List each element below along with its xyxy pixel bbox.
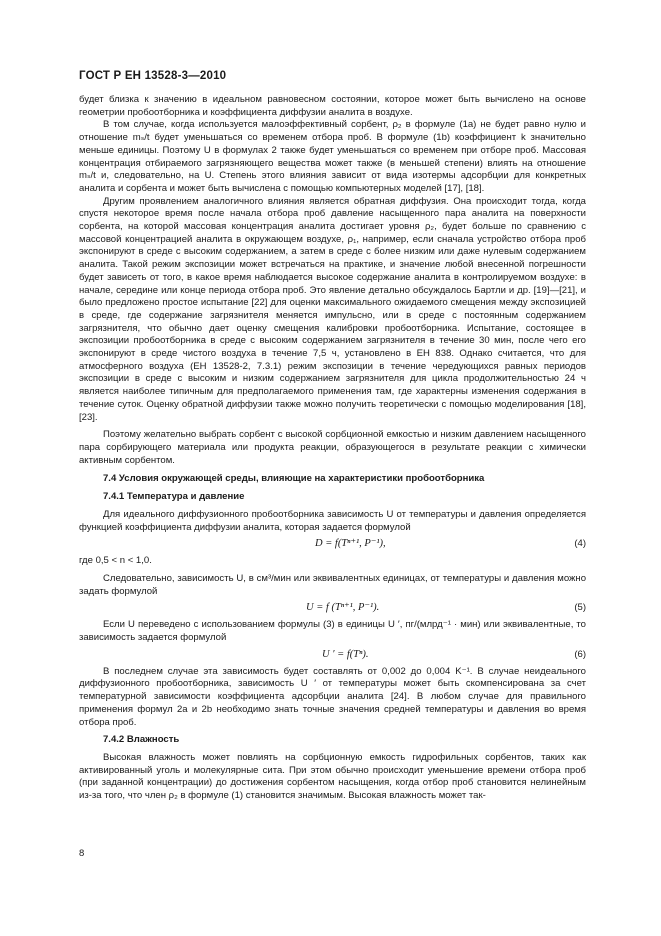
section-heading-7-4-2: 7.4.2 Влажность xyxy=(103,734,180,746)
paragraph-back-diffusion: Другим проявлением аналогичного влияния является обратная диффузия. Она происходит тогда, когда спустя некоторое время после начала отбора проб давление насыщенного пара аналита на поверхности сорбента, на которой массовая концентрация аналита достигает уровня ρ₂, будет больше по сравнению с массовой концентрацией аналита в окружающем воздухе, ρ₁, например, если сначала устройство отбора проб экспонируют в среде с высоким содержанием, а затем в среде с более низким или даже нулевым содержанием аналита. Такой режим экспозиции может встречаться на практике, и значение любой внесенной погрешности будет зависеть от того, в какое время наблюдается высокое содержание аналита в контролируемом воздухе: в начале, середине или конце периода отбора проб. Это явление детально обсуждалось Бартли и др. [19]—[21], и было предложено простое испытание [22] для оценки максимального ожидаемого смещения между экспозицией в среде, где содержание загрязнителя меняется импульсно, или в среде с постоянным содержанием загрязнителя, что обычно дает оценку смещения калибровки пробоотборника. Испытание, состоящее в экспозиции пробоотборника в среде с высоким содержанием загрязнителя в течение 30 мин, после чего его экспонируют в среде чистого воздуха в течение 7,5 ч, установлено в ЕН 838. Однако считается, что для атмосферного воздуха (ЕН 13528-2, 7.3.1) режим экспозиции в течение чередующихся равных периодов экспозиции в среде с высоким и низким содержанием загрязнителя для цикла продолжительностью 24 ч является наиболее типичным для предполагаемого применения там, где характерны изменения содержания в течение суток. Оценку обратной диффузии также можно получить теоретически с помощью моделирования [18], [23]. xyxy=(79,195,586,423)
paragraph-ideal-sampler: Для идеального диффузионного пробоотборника зависимость U от температуры и давления определяется функцией коэффициента диффузии аналита, которая задается формулой xyxy=(79,508,586,533)
formula-5 xyxy=(79,602,586,617)
section-heading-7-4-1: 7.4.1 Температура и давление xyxy=(103,491,245,503)
formula-5-expression: U = f (Tⁿ⁺¹, P⁻¹). xyxy=(306,602,380,614)
paragraph-continuation: будет близка к значению в идеальном равновесном состоянии, которое может быть вычислено на основе геометрии пробоотборника и коэффициента диффузии аналита в воздухе. xyxy=(79,94,586,118)
section-heading-7-4: 7.4 Условия окружающей среды, влияющие на характеристики пробоотборника xyxy=(103,473,485,485)
formula-4-number: (4) xyxy=(574,538,586,550)
formula-6 xyxy=(79,649,586,664)
standard-header: ГОСТ Р ЕН 13528-3—2010 xyxy=(79,70,227,82)
paragraph-low-efficiency-sorbent: В том случае, когда используется малоэффективный сорбент, ρ₂ в формуле (1а) не будет равно нулю и отношение mₛ/t будет уменьшаться со временем отбора проб. В формуле (1b) коэффициент k значительно меньше единицы. Поэтому U в формулах 2 также будет уменьшаться со временем при отборе проб. Массовая концентрация отбираемого загрязняющего вещества может также (в меньшей степени) влиять на отношение mₛ/t и, следовательно, на U. Степень этого влияния зависит от вида изотермы адсорбции для конкретных аналита и сорбента и может быть вычислена с помощью компьютерных моделей [17], [18]. xyxy=(79,119,586,194)
paragraph-temperature-coefficient: В последнем случае эта зависимость будет составлять от 0,002 до 0,004 K⁻¹. В случае неидеального диффузионного пробоотборника, зависимость U ′ от температуры может быть скомпенсирована за счет температурной зависимости коэффициента адсорбции аналита [24]. В любом случае для правильного применения формул 2a и 2b необходимо знать точные значения средней температуры и давления во время отбора проб. xyxy=(79,665,586,728)
paragraph-unit-conversion: Если U переведено с использованием формулы (3) в единицы U ′, пг/(млрд⁻¹ · мин) или эквивалентные, то зависимость задается формулой xyxy=(79,619,586,644)
page-number: 8 xyxy=(79,848,85,859)
formula-6-number: (6) xyxy=(574,648,586,660)
formula-4 xyxy=(79,538,586,553)
paragraph-sorbent-choice: Поэтому желательно выбрать сорбент с высокой сорбционной емкостью и низким давлением насыщенного пара сорбирующего материала или продукта реакции, образующегося в результате реакции с химически активным сорбентом. xyxy=(79,429,586,466)
paragraph-dependency-u: Следовательно, зависимость U, в см³/мин или эквивалентных единицах, от температуры и давления можно задать формулой xyxy=(79,572,586,597)
paragraph-humidity: Высокая влажность может повлиять на сорбционную емкость гидрофильных сорбентов, таких как активированный уголь и молекулярные сита. При этом обычно происходит уменьшение времени отбора проб (при заданной концентрации) до достижения сорбентом насыщения, когда отбор проб становится нелинейным из-за того, что член ρ₂ в формуле (1) становится значимым. Высокая влажность может так- xyxy=(79,751,586,802)
formula-4-expression: D = f(Tⁿ⁺¹, P⁻¹), xyxy=(315,538,386,550)
formula-5-number: (5) xyxy=(574,602,586,614)
formula-6-expression: U ′ = f(Tⁿ). xyxy=(322,648,369,660)
paragraph-n-range: где 0,5 < n < 1,0. xyxy=(79,555,152,567)
page-body xyxy=(79,94,586,803)
